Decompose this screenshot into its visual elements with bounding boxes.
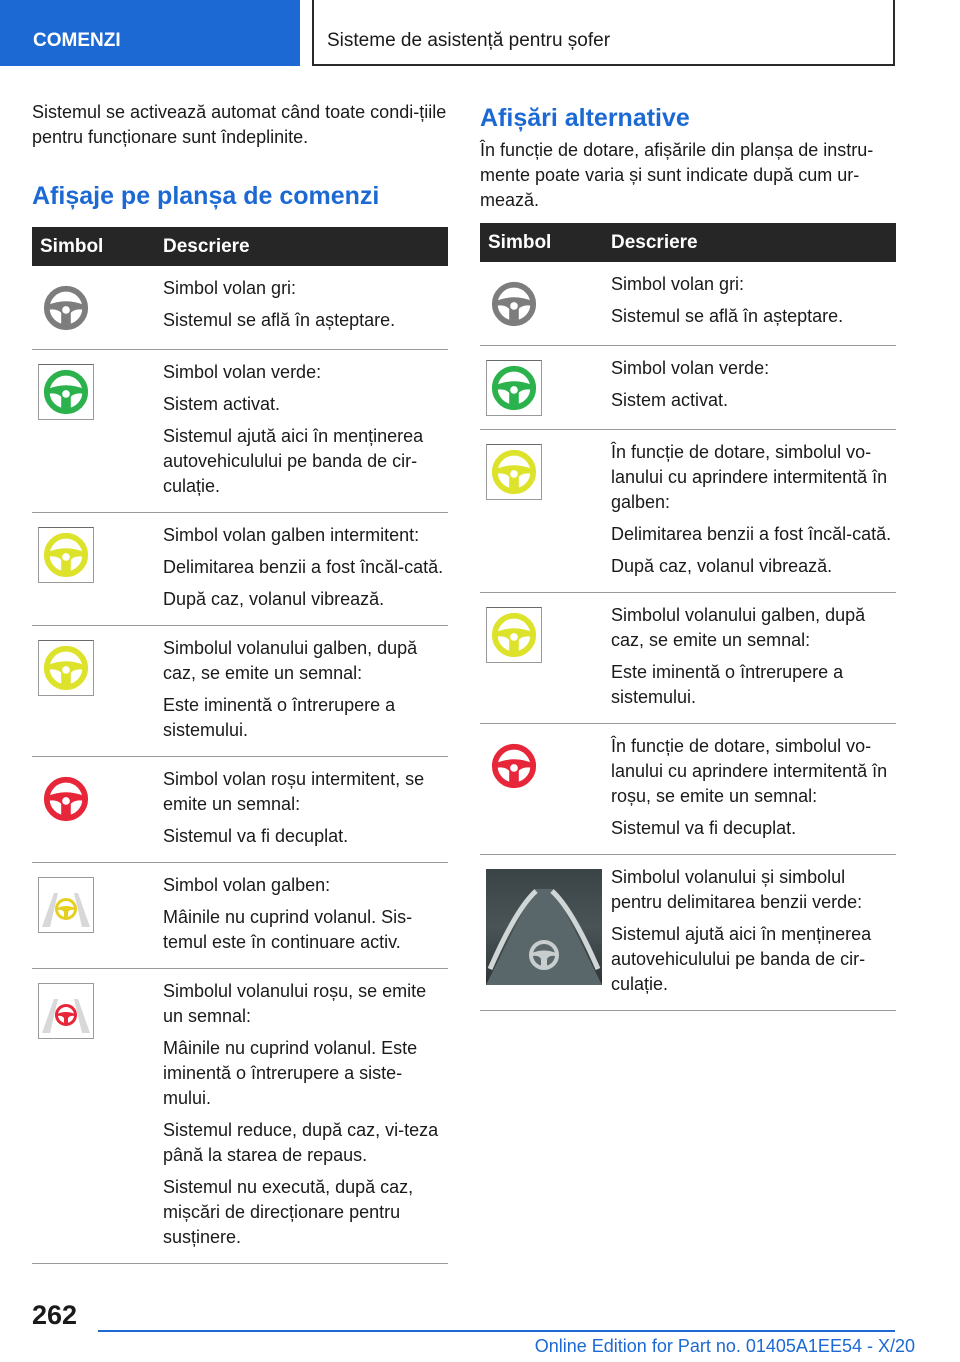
section-tab[interactable]: COMENZI [0, 0, 300, 66]
description-line: Sistem activat. [163, 394, 281, 414]
column-header-symbol: Simbol [32, 227, 158, 266]
table-row [32, 969, 448, 1264]
description-cell [606, 262, 896, 346]
page-header [0, 0, 960, 66]
steering-wheel-grey-icon [486, 276, 542, 332]
description-cell [606, 430, 896, 593]
table-row [480, 262, 896, 346]
description-line: Delimitarea benzii a fost încăl-cată. [611, 524, 892, 544]
symbol-cell [480, 430, 606, 593]
table-row [480, 724, 896, 855]
steering-wheel-red-lanes-icon [38, 983, 94, 1039]
column-header-description: Descriere [606, 223, 896, 262]
right-column [480, 100, 896, 1011]
symbol-table [480, 223, 896, 1011]
description-line: Simbolul volanului galben, după caz, se emite un semnal: [163, 638, 418, 683]
symbol-cell [480, 262, 606, 346]
description-line: Sistemul va fi decuplat. [611, 818, 797, 838]
section-heading: Afișaje pe planșa de comenzi [32, 182, 380, 210]
steering-wheel-red-icon [486, 738, 542, 794]
description-line: Mâinile nu cuprind volanul. Este iminentă o întrerupere a siste-mului. [163, 1038, 418, 1108]
steering-wheel-green-icon [38, 364, 94, 420]
symbol-cell [480, 346, 606, 430]
intro-paragraph: Sistemul se activează automat când toate condi-țiile pentru funcționare sunt îndeplinite. [32, 102, 447, 147]
footer-divider [98, 1330, 895, 1332]
symbol-cell [32, 266, 158, 350]
description-line: Simbolul volanului galben, după caz, se emite un semnal: [611, 605, 866, 650]
description-line: Sistemul va fi decuplat. [163, 826, 349, 846]
description-line: În funcție de dotare, simbolul vo-lanului cu aprindere intermitentă în roșu, se emite un semnal: [611, 736, 888, 806]
symbol-cell [32, 757, 158, 863]
symbol-cell [480, 855, 606, 1011]
description-line: Simbol volan galben: [163, 875, 331, 895]
symbol-cell [32, 350, 158, 513]
description-line: Simbol volan galben intermitent: [163, 525, 420, 545]
table-row [480, 593, 896, 724]
column-header-description: Descriere [158, 227, 448, 266]
table-row [32, 757, 448, 863]
table-row [480, 430, 896, 593]
intro-paragraph: În funcție de dotare, afișările din planșa de instru-mente poate varia și sunt indicate după cum ur-mează. [480, 140, 874, 210]
description-line: Simbol volan gri: [611, 274, 745, 294]
table-row [32, 350, 448, 513]
table-row [32, 266, 448, 350]
symbol-cell [32, 863, 158, 969]
table-row [480, 855, 896, 1011]
steering-wheel-yellow-icon [486, 607, 542, 663]
symbol-cell [480, 724, 606, 855]
edition-note: Online Edition for Part no. 01405A1EE54 - X/20 [534, 1336, 915, 1356]
description-line: Simbol volan gri: [163, 278, 297, 298]
chapter-title: Sisteme de asistență pentru șofer [312, 0, 895, 66]
symbol-table [32, 227, 448, 1264]
steering-wheel-green-icon [486, 360, 542, 416]
description-cell [606, 346, 896, 430]
table-row [32, 626, 448, 757]
description-line: Sistemul ajută aici în menținerea autovehiculului pe banda de cir-culație. [611, 924, 872, 994]
description-line: Mâinile nu cuprind volanul. Sis-temul este în continuare activ. [163, 907, 413, 952]
steering-wheel-grey-icon [38, 280, 94, 336]
description-cell [606, 855, 896, 1011]
description-line: Sistemul reduce, după caz, vi-teza până la starea de repaus. [163, 1120, 439, 1165]
table-row [32, 513, 448, 626]
column-header-symbol: Simbol [480, 223, 606, 262]
description-line: Sistem activat. [611, 390, 729, 410]
page-number: 262 [32, 1300, 78, 1330]
description-line: Sistemul nu execută, după caz, mișcări de direcționare pentru susținere. [163, 1177, 414, 1247]
description-cell [606, 593, 896, 724]
description-line: După caz, volanul vibrează. [163, 589, 385, 609]
description-line: Simbol volan roșu intermitent, se emite un semnal: [163, 769, 425, 814]
description-line: Simbolul volanului roșu, se emite un semnal: [163, 981, 427, 1026]
description-line: Este iminentă o întrerupere a sistemului. [163, 695, 396, 740]
steering-wheel-yellow-icon [38, 527, 94, 583]
steering-wheel-red-icon [38, 771, 94, 827]
lane-road-image [486, 869, 602, 985]
description-cell [158, 863, 448, 969]
description-line: Sistemul ajută aici în menținerea autovehiculului pe banda de cir-culație. [163, 426, 424, 496]
description-line: Simbol volan verde: [611, 358, 770, 378]
symbol-cell [32, 513, 158, 626]
description-line: Simbolul volanului și simbolul pentru delimitarea benzii verde: [611, 867, 863, 912]
description-line: Sistemul se află în așteptare. [163, 310, 396, 330]
description-line: Delimitarea benzii a fost încăl-cată. [163, 557, 444, 577]
symbol-cell [480, 593, 606, 724]
description-line: După caz, volanul vibrează. [611, 556, 833, 576]
table-row [32, 863, 448, 969]
description-cell [158, 626, 448, 757]
description-cell [158, 266, 448, 350]
table-row [480, 346, 896, 430]
description-cell [158, 513, 448, 626]
steering-wheel-yellow-lanes-icon [38, 877, 94, 933]
description-cell [158, 350, 448, 513]
steering-wheel-yellow-icon [486, 444, 542, 500]
description-line: În funcție de dotare, simbolul vo-lanului cu aprindere intermitentă în galben: [611, 442, 888, 512]
symbol-cell [32, 626, 158, 757]
section-heading: Afișări alternative [480, 104, 690, 132]
symbol-cell [32, 969, 158, 1264]
description-cell [158, 969, 448, 1264]
steering-wheel-yellow-icon [38, 640, 94, 696]
description-cell [606, 724, 896, 855]
description-cell [158, 757, 448, 863]
description-line: Este iminentă o întrerupere a sistemului. [611, 662, 844, 707]
description-line: Simbol volan verde: [163, 362, 322, 382]
description-line: Sistemul se află în așteptare. [611, 306, 844, 326]
left-column [32, 100, 448, 1264]
